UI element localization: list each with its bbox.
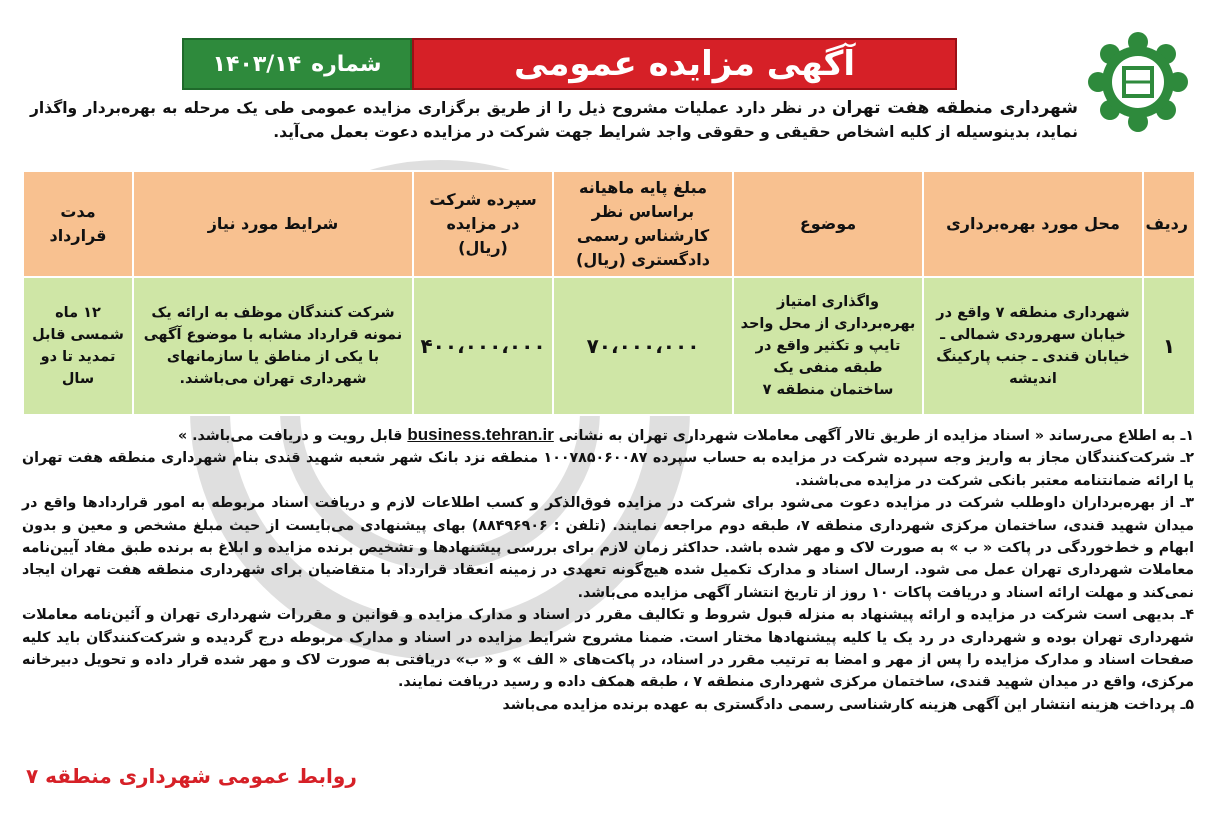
note-4: ۴ـ بدیهی است شرکت در مزایده و ارائه پیشنهاد به منزله قبول شروط و تکالیف مقرر در اسناد و مدارک مزایده و قوانین و مقررات شهرداری تهران و آئین‌نامه معاملات شهرداری تهران بوده و شهرداری در رد یک یا کلیه پیشنهادها مختار است. ضمنا مشروح شرایط مزایده در اسناد و مدارک مربوطه درج گردیده و شرکت‌کنندگان باید کلیه صفحات اسناد و مدارک مزایده را پس از مهر و امضا به ترتیب مقرر در اسناد، در پاکت‌های « الف » و « ب» دریافتی به صورت لاک و مهر شده قرار داده و تحویل دبیرخانه مرکزی، واقع در میدان شهید قندی، ساختمان مرکزی شهرداری منطقه ۷ ، طبقه همکف داده و رسید دریافت نمایند. [22,607,1194,691]
note-1-before: ۱ـ به اطلاع می‌رساند « اسناد مزایده از طریق تالار آگهی معاملات شهرداری تهران به نشانی [558,428,1194,444]
header-row-number: ردیف [1143,171,1195,277]
tehran-municipality-logo-icon [1086,30,1190,134]
table-row [23,277,1195,415]
cell-row-number: ۱ [1143,277,1195,415]
notice-title-banner [412,38,957,90]
note-1 [22,424,1194,447]
header-location: محل مورد بهره‌برداری [923,171,1143,277]
cell-duration: ۱۲ ماه شمسی قابل تمدید تا دو سال [23,277,133,415]
note-3: ۳ـ از بهره‌برداران داوطلب شرکت در مزایده دعوت می‌شود برای شرکت در مزایده فوق‌الذکر و کسب اطلاعات لازم و دریافت اسناد مربوطه به امور قراردادها واقع در میدان شهید قندی، ساختمان مرکزی شهرداری منطقه ۷، طبقه دوم مراجعه نمایند. (تلفن : ۸۸۴۹۶۹۰۶) بهای پیشنهادی می‌بایست از حیث مبلغ مشخص و معین و بدون ابهام و خط‌خوردگی در پاکت « ب » به صورت لاک و مهر شده باشد. حداکثر زمان لازم برای بررسی پیشنهادها و تشخیص برنده مزایده و ابلاغ به برنده طبق مفاد آیین‌نامه معاملات شهرداری تهران عمل می شود. ارسال اسناد و مدارک تکمیل شده هیچ‌گونه تعهدی در زمینه انعقاد قرارداد با متقاضیان برای شهرداری منطقه هفت تهران ایجاد نمی‌کند و مهلت ارائه اسناد و دریافت پاکات ۱۰ روز از تاریخ انتشار آگهی مزایده می‌باشد. [22,495,1194,601]
cell-subject: واگذاری امتیاز بهره‌برداری از محل واحد تایپ و تکثیر واقع در طبقه منفی یک ساختمان منطقه ۷ [733,277,923,415]
notes-section [22,424,1194,716]
note-5: ۵ـ پرداخت هزینه انتشار این آگهی هزینه کارشناسی رسمی دادگستری به عهده برنده مزایده می‌باشد [502,696,1194,713]
header-conditions: شرایط مورد نیاز [133,171,413,277]
cell-conditions: شرکت کنندگان موظف به ارائه یک نمونه قرارداد مشابه با موضوع آگهی با یکی از مناطق یا سازمانهای شهرداری تهران می‌باشند. [133,277,413,415]
intro-paragraph [30,96,1078,144]
public-relations-signature: روابط عمومی شهرداری منطقه ۷ [26,764,357,788]
auction-table [22,170,1196,416]
header-base-price: مبلغ پایه ماهیانه براساس نظر کارشناس رسمی دادگستری (ریال) [553,171,733,277]
note-2: ۲ـ شرکت‌کنندگان مجاز به واریز وجه سپرده شرکت در مزایده به حساب سپرده ۱۰۰۷۸۵۰۶۰۰۸۷ منطقه نزد بانک شهر شعبه شهید قندی بنام شهرداری منطقه هفت تهران یا ارائه ضمانتنامه معتبر بانکی شرکت در مزایده می‌باشند. [22,450,1194,489]
table-header-row [23,171,1195,277]
header-deposit: سپرده شرکت در مزایده (ریال) [413,171,553,277]
notice-number-banner [182,38,412,90]
cell-base-price: ۷۰،۰۰۰،۰۰۰ [553,277,733,415]
organization-name: شهرداری منطقه هفت تهران [831,98,1078,118]
cell-deposit: ۴۰۰،۰۰۰،۰۰۰ [413,277,553,415]
notice-title: آگهی مزایده عمومی [513,44,856,84]
cell-location: شهرداری منطقه ۷ واقع در خیابان سهروردی شمالی ـ خیابان قندی ـ جنب پارکینگ اندیشه [923,277,1143,415]
header-subject: موضوع [733,171,923,277]
notice-number-value: ۱۴۰۳/۱۴ [212,51,302,77]
business-site-link[interactable]: business.tehran.ir [407,425,554,444]
header-duration: مدت قرارداد [23,171,133,277]
intro-text: در نظر دارد عملیات مشروح ذیل را از طریق برگزاری مزایده عمومی طی یک مرحله به بهره‌بردار واگذار نماید، بدینوسیله از کلیه اشخاص حقیقی و حقوقی واجد شرایط جهت شرکت در مزایده دعوت بعمل می‌آید. [30,99,1078,141]
note-1-after: قابل رویت و دریافت می‌باشد. » [178,428,403,444]
notice-number-label: شماره [311,51,382,77]
